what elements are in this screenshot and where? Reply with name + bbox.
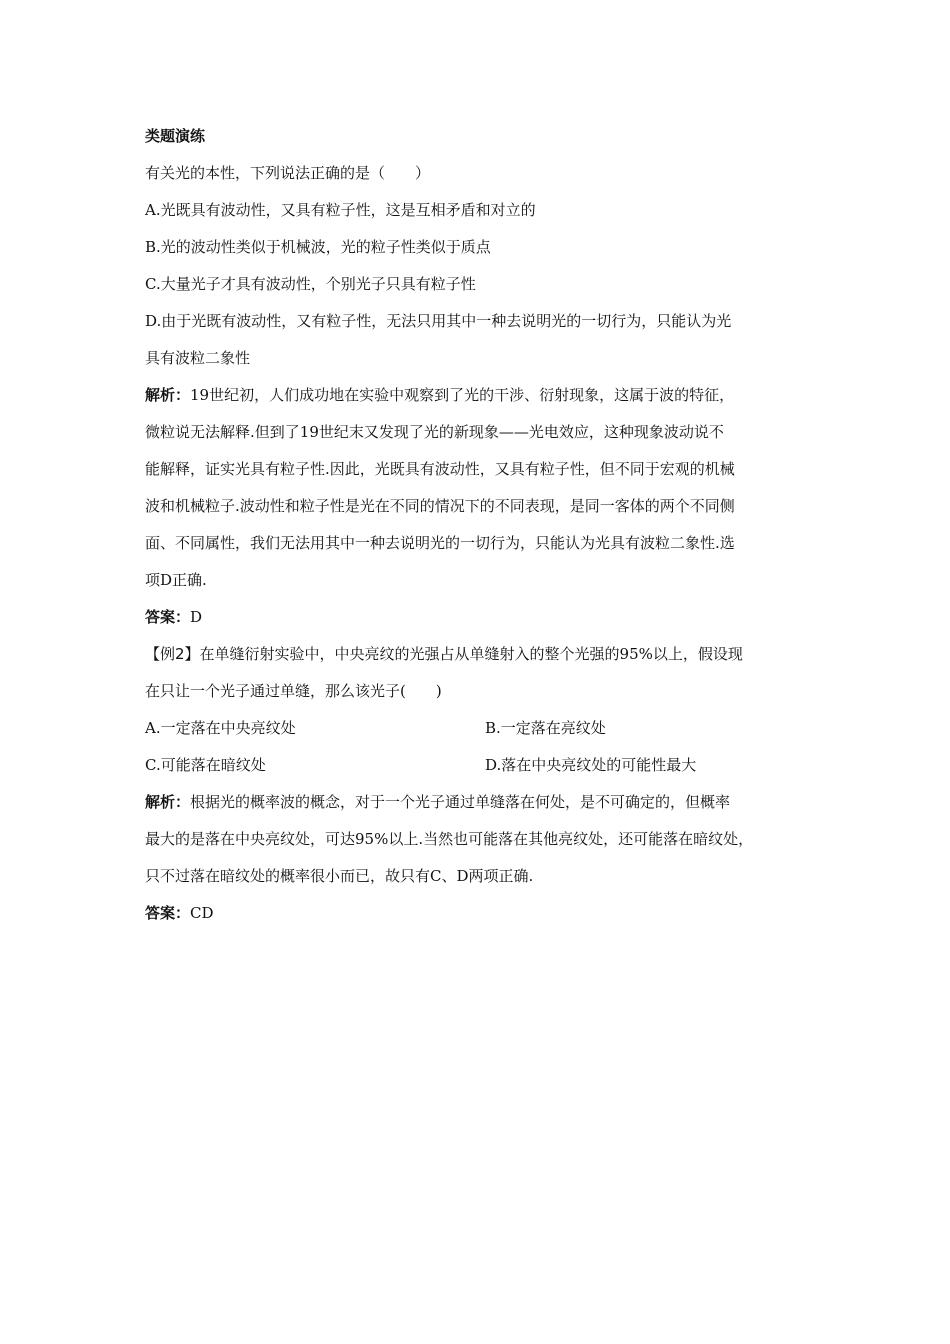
q2-options-row	[145, 747, 825, 784]
q1-option-d: D.由于光既有波动性，又有粒子性，无法只用其中一种去说明光的一切行为，只能认为光	[145, 312, 732, 330]
q1-option-c: C.大量光子才具有波动性，个别光子只具有粒子性	[145, 275, 476, 293]
q2-options-row	[145, 710, 825, 747]
q1-analysis-text: 19世纪初，人们成功地在实验中观察到了光的干涉、衍射现象，这属于波的特征，	[190, 386, 735, 404]
q2-option-c: C.可能落在暗纹处	[145, 756, 266, 774]
q2-stem-line	[145, 636, 825, 673]
q2-answer-line	[145, 895, 825, 932]
q1-analysis-line: 能解释，证实光具有粒子性.因此，光既具有波动性，又具有粒子性，但不同于宏观的机械	[145, 460, 735, 478]
q1-stem: 有关光的本性，下列说法正确的是（ ）	[145, 164, 431, 182]
q1-analysis-label: 解析：	[145, 386, 191, 404]
q2-answer: CD	[190, 904, 214, 922]
q2-stem-cont: 在只让一个光子通过单缝，那么该光子( )	[145, 682, 442, 700]
q1-option-a: A.光既具有波动性，又具有粒子性，这是互相矛盾和对立的	[145, 201, 536, 219]
q1-option-b: B.光的波动性类似于机械波，光的粒子性类似于质点	[145, 238, 491, 256]
q1-option-d-cont: 具有波粒二象性	[145, 349, 251, 367]
q1-analysis-line: 面、不同属性，我们无法用其中一种去说明光的一切行为，只能认为光具有波粒二象性.选	[145, 534, 735, 552]
q2-stem: 在单缝衍射实验中，中央亮纹的光强占从单缝射入的整个光强的95%以上，假设现	[199, 645, 743, 663]
q2-option-d: D.落在中央亮纹处的可能性最大	[485, 756, 697, 774]
q2-analysis-label: 解析：	[145, 793, 191, 811]
q1-analysis-line: 项D正确.	[145, 571, 207, 589]
q2-option-b: B.一定落在亮纹处	[485, 719, 606, 737]
q2-example-tag: 【例2】	[145, 645, 200, 663]
q2-analysis-text: 根据光的概率波的概念，对于一个光子通过单缝落在何处，是不可确定的，但概率	[190, 793, 731, 811]
q2-option-a: A.一定落在中央亮纹处	[145, 719, 296, 737]
q2-answer-label: 答案：	[145, 904, 191, 922]
q2-analysis-line: 最大的是落在中央亮纹处，可达95%以上.当然也可能落在其他亮纹处，还可能落在暗纹处，	[145, 830, 754, 848]
q2-analysis-line	[145, 784, 825, 821]
document-page	[145, 118, 825, 932]
q1-answer-line	[145, 599, 825, 636]
q1-answer-label: 答案：	[145, 608, 191, 626]
q1-analysis-line: 微粒说无法解释.但到了19世纪末又发现了光的新现象——光电效应，这种现象波动说不	[145, 423, 724, 441]
q1-answer: D	[190, 608, 203, 626]
q1-analysis-line	[145, 377, 825, 414]
q1-analysis-line: 波和机械粒子.波动性和粒子性是光在不同的情况下的不同表现，是同一客体的两个不同侧	[145, 497, 735, 515]
q2-analysis-line: 只不过落在暗纹处的概率很小而已，故只有C、D两项正确.	[145, 867, 534, 885]
section-title: 类题演练	[145, 127, 206, 145]
